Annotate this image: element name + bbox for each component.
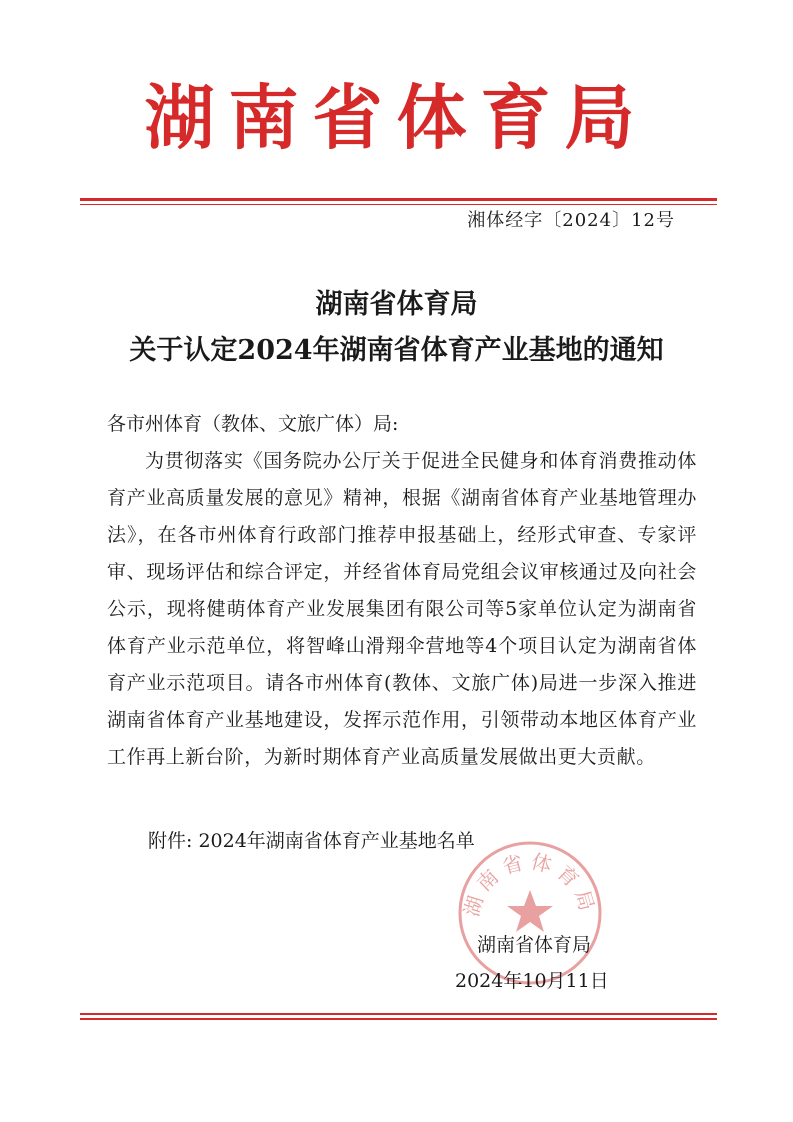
agency-header-title: 湖南省体育局 <box>144 77 649 159</box>
addressee: 各市州体育（教体、文旅广体）局: <box>107 413 399 435</box>
issue-date: 2024年10月11日 <box>455 970 609 992</box>
header-divider-thin <box>80 204 717 205</box>
header-divider-thick <box>80 198 717 201</box>
signer: 湖南省体育局 <box>477 934 592 956</box>
footer-divider-top <box>80 1013 717 1015</box>
star-icon <box>507 890 553 932</box>
document-title-line1: 湖南省体育局 <box>315 289 478 320</box>
document-number: 湘体经字〔2024〕12号 <box>467 210 675 231</box>
attachment-line: 附件: 2024年湖南省体育产业基地名单 <box>148 830 475 852</box>
body-paragraph: 为贯彻落实《国务院办公厅关于促进全民健身和体育消费推动体育产业高质量发展的意见》精神，根据《湖南省体育产业基地管理办法》，在各市州体育行政部门推荐申报基础上，经形式审查、专家评审、现场评估和综合评定，并经省体育局党组会议审核通过及向社会公示，现将健萌体育产业发展集团有限公司等5家单位认定为湖南省体育产业示范单位，将智峰山滑翔伞营地等4个项目认定为湖南省体育产业示范项目。请各市州体育(教体、文旅广体)局进一步深入推进湖南省体育产业基地建设，发挥示范作用，引领带动本地区体育产业工作再上新台阶，为新时期体育产业高质量发展做出更大贡献。 <box>107 450 697 768</box>
svg-text:湖南省体育局: 湖南省体育局 <box>459 848 601 920</box>
footer-divider-bottom <box>80 1018 717 1020</box>
document-title-line2: 关于认定2024年湖南省体育产业基地的通知 <box>129 335 664 366</box>
